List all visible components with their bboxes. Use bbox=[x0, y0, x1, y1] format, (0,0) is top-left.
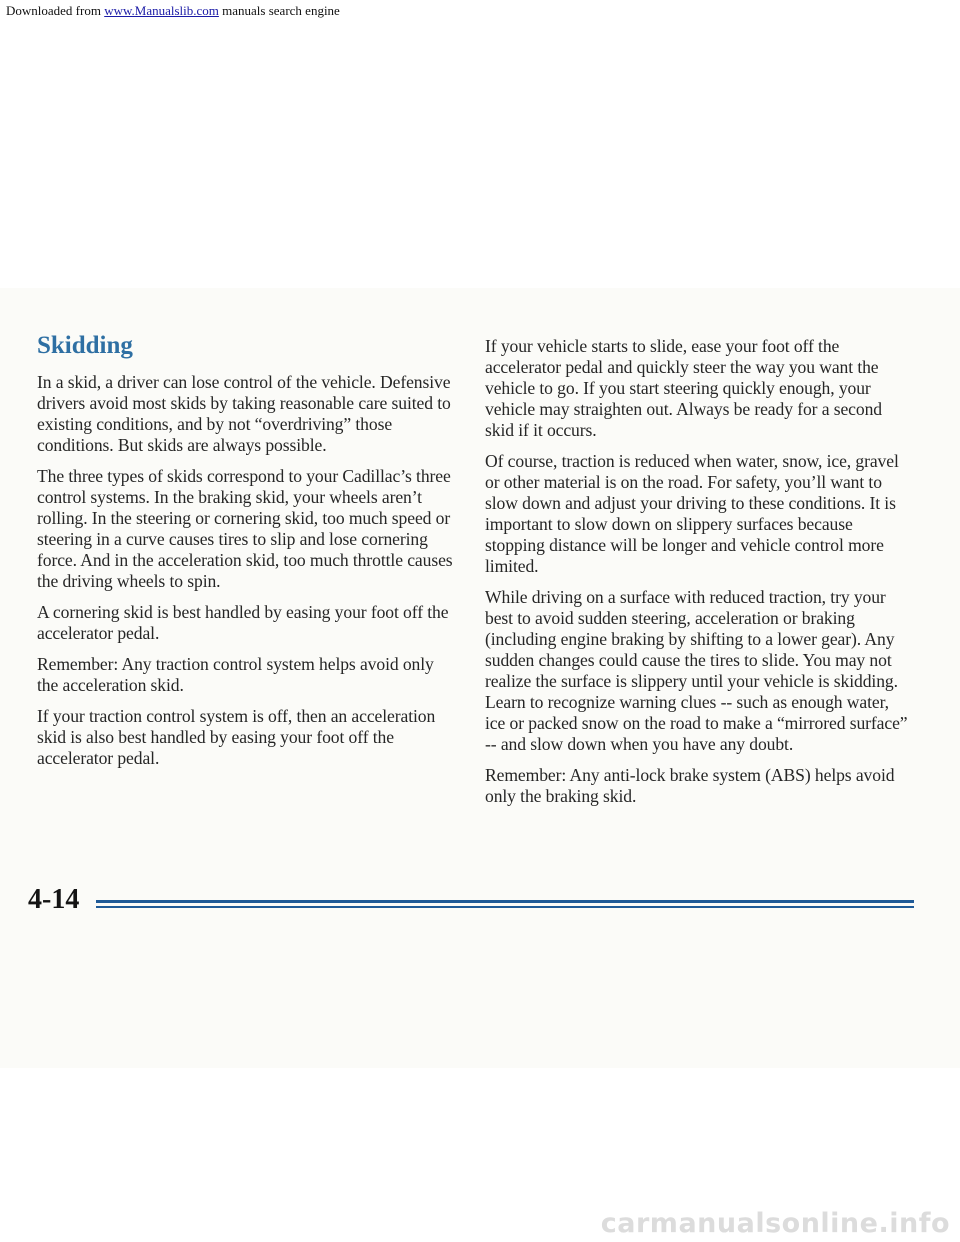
download-suffix: manuals search engine bbox=[218, 3, 340, 18]
watermark-text: carmanualsonline.info bbox=[600, 1208, 950, 1239]
download-prefix: Downloaded from bbox=[6, 3, 105, 18]
left-column bbox=[37, 332, 457, 779]
page-number: 4-14 bbox=[28, 884, 80, 915]
left-paragraph-5: If your traction control system is off, then an acceleration skid is also best handled by easing your foot off the accelerator pedal. bbox=[37, 706, 436, 768]
right-column bbox=[485, 336, 913, 817]
download-source-line bbox=[6, 3, 340, 19]
page-footer bbox=[0, 878, 960, 918]
right-paragraph-3: While driving on a surface with reduced traction, try your best to avoid sudden steering, acceleration or braking (including engine braking by shifting to a lower gear). Any sudden changes could cause the tires to slide. You may not realize the surface is slippery until your vehicle is skidding. Learn to recognize warning clues -- such as enough water, ice or packed snow on the road to make a “mirrored surface” -- and slow down when you have any doubt. bbox=[485, 587, 908, 754]
left-paragraph-4: Remember: Any traction control system helps avoid only the acceleration skid. bbox=[37, 654, 434, 695]
footer-rule-top bbox=[96, 900, 914, 903]
left-paragraph-2: The three types of skids correspond to your Cadillac’s three control systems. In the braking skid, your wheels aren’t rolling. In the steering or cornering skid, too much speed or steering in a curve causes tires to slip and lose cornering force. And in the acceleration skid, too much throttle causes the driving wheels to spin. bbox=[37, 466, 453, 591]
section-title: Skidding bbox=[37, 332, 133, 359]
right-paragraph-1: If your vehicle starts to slide, ease your foot off the accelerator pedal and quickly steer the way you want the vehicle to go. If you start steering quickly enough, your vehicle may straighten out. Always be ready for a second skid if it occurs. bbox=[485, 336, 882, 440]
left-paragraph-3: A cornering skid is best handled by easing your foot off the accelerator pedal. bbox=[37, 602, 449, 643]
manualslib-link[interactable]: www.Manualslib.com bbox=[104, 3, 219, 18]
right-paragraph-4: Remember: Any anti-lock brake system (ABS) helps avoid only the braking skid. bbox=[485, 765, 895, 806]
footer-rule-bottom bbox=[96, 906, 914, 908]
left-paragraph-1: In a skid, a driver can lose control of the vehicle. Defensive drivers avoid most skids by taking reasonable care suited to existing conditions, and by not “overdriving” those conditions. But skids are always possible. bbox=[37, 372, 451, 455]
manual-page bbox=[0, 288, 960, 1068]
right-paragraph-2: Of course, traction is reduced when water, snow, ice, gravel or other material is on the road. For safety, you’ll want to slow down and adjust your driving to these conditions. It is important to slow down on slippery surfaces because stopping distance will be longer and vehicle control more limited. bbox=[485, 451, 899, 576]
